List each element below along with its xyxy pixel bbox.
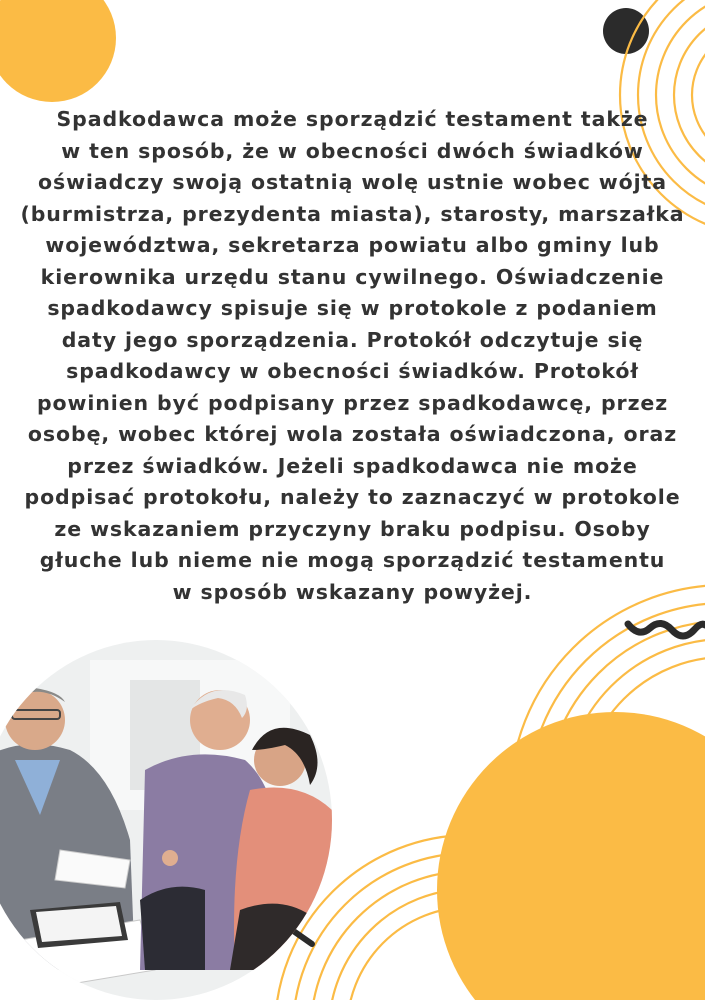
top-right-dark-dot [603, 8, 649, 54]
paragraph-line: przez świadków. Jeżeli spadkodawca nie może [67, 453, 638, 478]
paragraph-line: podpisać protokołu, należy to zaznaczyć w protokole [24, 485, 681, 509]
paragraph-line: (burmistrza, prezydenta miasta), starosty, marszałka [20, 201, 685, 226]
testament-paragraph [20, 104, 685, 608]
paragraph-line: osobę, wobec której wola została oświadczona, oraz [27, 422, 678, 446]
paragraph-line: powinien być podpisany przez spadkodawcę, przez [36, 390, 669, 415]
paragraph-line: Spadkodawca może sporządzić testament także [56, 107, 649, 131]
paragraph-line: województwa, sekretarza powiatu albo gminy lub [45, 233, 660, 257]
paragraph-line: w sposób wskazany powyżej. [172, 579, 533, 604]
paragraph-line: w ten sposób, że w obecności dwóch świadków [61, 138, 644, 163]
paragraph-line: ze wskazaniem przyczyny braku podpisu. Osoby [54, 516, 651, 541]
paragraph-line: spadkodawcy w obecności świadków. Protokół [66, 359, 639, 383]
paragraph-line: daty jego sporządzenia. Protokół odczytuje się [61, 327, 644, 352]
bottom-right-circle [437, 712, 705, 1000]
paragraph-line: kierownika urzędu stanu cywilnego. Oświadczenie [40, 264, 665, 289]
top-left-circle [0, 0, 116, 102]
paragraph-line: spadkodawcy spisuje się w protokole z podaniem [47, 296, 658, 320]
paragraph-line: oświadczy swoją ostatnią wolę ustnie wobec wójta [38, 170, 667, 194]
paragraph-line: głuche lub nieme nie mogą sporządzić testamentu [39, 548, 666, 572]
